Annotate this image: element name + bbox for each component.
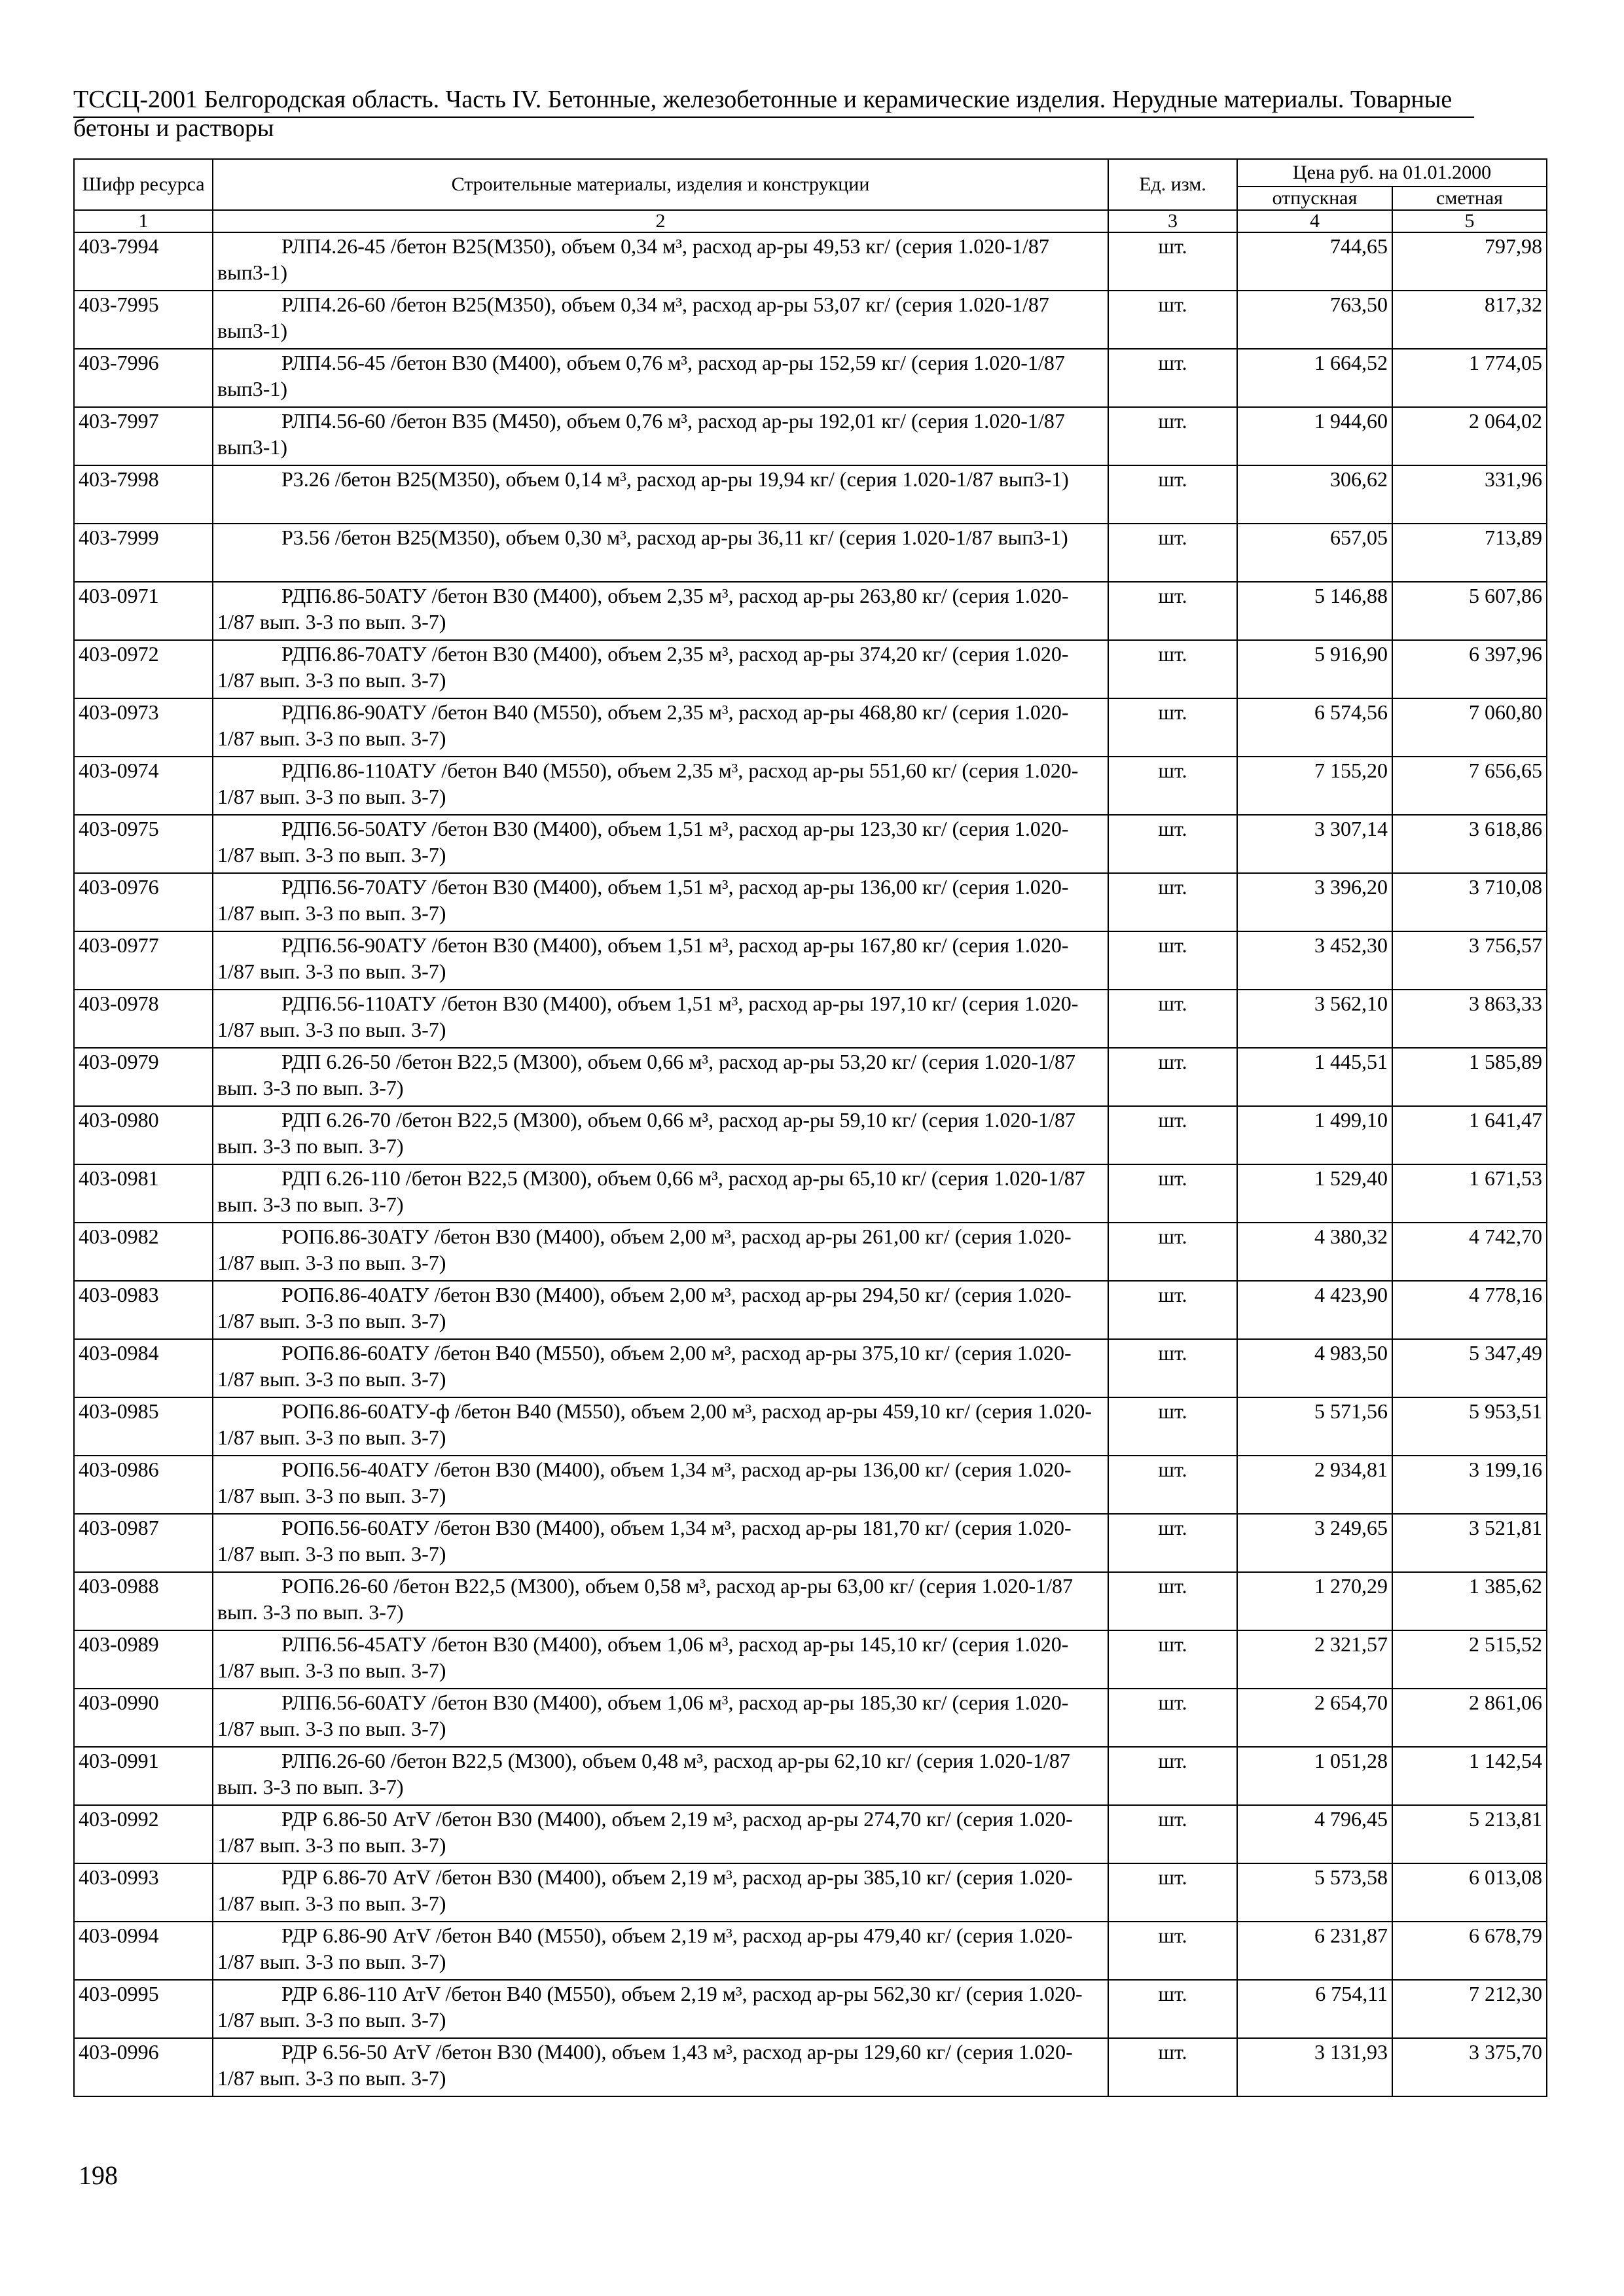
price-estimate: 797,98 bbox=[1392, 232, 1547, 291]
unit-of-measure: шт. bbox=[1108, 2038, 1237, 2096]
price-release: 1 664,52 bbox=[1237, 349, 1392, 407]
unit-of-measure: шт. bbox=[1108, 1630, 1237, 1689]
price-estimate: 7 060,80 bbox=[1392, 698, 1547, 757]
price-estimate: 713,89 bbox=[1392, 524, 1547, 582]
price-estimate: 817,32 bbox=[1392, 291, 1547, 349]
material-name: Р3.56 /бетон В25(М350), объем 0,30 м³, расход ар-ры 36,11 кг/ (серия 1.020-1/87 вып3-1) bbox=[213, 524, 1108, 582]
price-estimate: 5 953,51 bbox=[1392, 1397, 1547, 1456]
material-name: РЛП4.56-60 /бетон В35 (М450), объем 0,76 м³, расход ар-ры 192,01 кг/ (серия 1.020-1/87 вып3-1) bbox=[213, 407, 1108, 465]
price-release: 5 916,90 bbox=[1237, 640, 1392, 698]
price-estimate: 7 656,65 bbox=[1392, 757, 1547, 815]
material-name: РДР 6.86-50 АтV /бетон В30 (М400), объем 2,19 м³, расход ар-ры 274,70 кг/ (серия 1.020-1/87 вып. 3-3 по вып. 3-7) bbox=[213, 1805, 1108, 1863]
price-release: 1 529,40 bbox=[1237, 1164, 1392, 1223]
table-row bbox=[74, 1922, 1547, 1980]
resource-code: 403-0996 bbox=[74, 2038, 213, 2096]
unit-of-measure: шт. bbox=[1108, 1281, 1237, 1339]
material-name: РДП6.56-70АТУ /бетон В30 (М400), объем 1,51 м³, расход ар-ры 136,00 кг/ (серия 1.020-1/87 вып. 3-3 по вып. 3-7) bbox=[213, 873, 1108, 931]
unit-of-measure: шт. bbox=[1108, 1339, 1237, 1397]
price-release: 744,65 bbox=[1237, 232, 1392, 291]
unit-of-measure: шт. bbox=[1108, 1922, 1237, 1980]
price-release: 2 934,81 bbox=[1237, 1456, 1392, 1514]
resource-code: 403-0982 bbox=[74, 1223, 213, 1281]
price-estimate: 1 671,53 bbox=[1392, 1164, 1547, 1223]
price-release: 3 249,65 bbox=[1237, 1514, 1392, 1572]
unit-of-measure: шт. bbox=[1108, 873, 1237, 931]
resource-code: 403-0972 bbox=[74, 640, 213, 698]
material-name: РДП6.86-50АТУ /бетон В30 (М400), объем 2,35 м³, расход ар-ры 263,80 кг/ (серия 1.020-1/87 вып. 3-3 по вып. 3-7) bbox=[213, 582, 1108, 640]
table-row bbox=[74, 1805, 1547, 1863]
table-row bbox=[74, 1980, 1547, 2038]
price-release: 3 307,14 bbox=[1237, 815, 1392, 873]
unit-of-measure: шт. bbox=[1108, 1689, 1237, 1747]
unit-of-measure: шт. bbox=[1108, 640, 1237, 698]
price-estimate: 1 585,89 bbox=[1392, 1048, 1547, 1106]
resource-code: 403-0988 bbox=[74, 1572, 213, 1630]
unit-of-measure: шт. bbox=[1108, 1048, 1237, 1106]
material-name: РДП 6.26-50 /бетон В22,5 (М300), объем 0,66 м³, расход ар-ры 53,20 кг/ (серия 1.020-1/87 вып. 3-3 по вып. 3-7) bbox=[213, 1048, 1108, 1106]
unit-of-measure: шт. bbox=[1108, 232, 1237, 291]
price-estimate: 1 142,54 bbox=[1392, 1747, 1547, 1805]
table-row bbox=[74, 1164, 1547, 1223]
material-name: РДП6.86-90АТУ /бетон В40 (М550), объем 2,35 м³, расход ар-ры 468,80 кг/ (серия 1.020-1/87 вып. 3-3 по вып. 3-7) bbox=[213, 698, 1108, 757]
table-row bbox=[74, 757, 1547, 815]
table-row bbox=[74, 1397, 1547, 1456]
unit-of-measure: шт. bbox=[1108, 1980, 1237, 2038]
resource-code: 403-0978 bbox=[74, 990, 213, 1048]
price-estimate: 5 213,81 bbox=[1392, 1805, 1547, 1863]
unit-of-measure: шт. bbox=[1108, 1863, 1237, 1922]
title-divider bbox=[73, 117, 1474, 118]
resource-code: 403-0989 bbox=[74, 1630, 213, 1689]
price-estimate: 2 064,02 bbox=[1392, 407, 1547, 465]
resource-code: 403-0995 bbox=[74, 1980, 213, 2038]
price-release: 3 131,93 bbox=[1237, 2038, 1392, 2096]
table-row bbox=[74, 1223, 1547, 1281]
price-release: 4 423,90 bbox=[1237, 1281, 1392, 1339]
price-release: 4 983,50 bbox=[1237, 1339, 1392, 1397]
table-row bbox=[74, 1339, 1547, 1397]
table-row bbox=[74, 1630, 1547, 1689]
unit-of-measure: шт. bbox=[1108, 582, 1237, 640]
unit-of-measure: шт. bbox=[1108, 465, 1237, 524]
material-name: РДП 6.26-70 /бетон В22,5 (М300), объем 0,66 м³, расход ар-ры 59,10 кг/ (серия 1.020-1/87 вып. 3-3 по вып. 3-7) bbox=[213, 1106, 1108, 1164]
price-estimate: 3 710,08 bbox=[1392, 873, 1547, 931]
resource-code: 403-0979 bbox=[74, 1048, 213, 1106]
resource-code: 403-0992 bbox=[74, 1805, 213, 1863]
material-name: РДР 6.86-70 АтV /бетон В30 (М400), объем 2,19 м³, расход ар-ры 385,10 кг/ (серия 1.020-1/87 вып. 3-3 по вып. 3-7) bbox=[213, 1863, 1108, 1922]
resource-code: 403-7994 bbox=[74, 232, 213, 291]
table-row bbox=[74, 2038, 1547, 2096]
price-release: 4 380,32 bbox=[1237, 1223, 1392, 1281]
price-estimate: 2 861,06 bbox=[1392, 1689, 1547, 1747]
table-row bbox=[74, 640, 1547, 698]
material-name: РДР 6.56-50 АтV /бетон В30 (М400), объем 1,43 м³, расход ар-ры 129,60 кг/ (серия 1.020-1/87 вып. 3-3 по вып. 3-7) bbox=[213, 2038, 1108, 2096]
price-release: 306,62 bbox=[1237, 465, 1392, 524]
resource-code: 403-0976 bbox=[74, 873, 213, 931]
unit-of-measure: шт. bbox=[1108, 1397, 1237, 1456]
table-row bbox=[74, 1106, 1547, 1164]
price-release: 7 155,20 bbox=[1237, 757, 1392, 815]
material-name: РОП6.86-30АТУ /бетон В30 (М400), объем 2,00 м³, расход ар-ры 261,00 кг/ (серия 1.020-1/87 вып. 3-3 по вып. 3-7) bbox=[213, 1223, 1108, 1281]
unit-of-measure: шт. bbox=[1108, 349, 1237, 407]
material-name: РДР 6.86-110 АтV /бетон В40 (М550), объем 2,19 м³, расход ар-ры 562,30 кг/ (серия 1.020-1/87 вып. 3-3 по вып. 3-7) bbox=[213, 1980, 1108, 2038]
material-name: РДП6.56-50АТУ /бетон В30 (М400), объем 1,51 м³, расход ар-ры 123,30 кг/ (серия 1.020-1/87 вып. 3-3 по вып. 3-7) bbox=[213, 815, 1108, 873]
price-estimate: 3 618,86 bbox=[1392, 815, 1547, 873]
material-name: РЛП4.26-45 /бетон В25(М350), объем 0,34 м³, расход ар-ры 49,53 кг/ (серия 1.020-1/87 вып3-1) bbox=[213, 232, 1108, 291]
column-number: 4 bbox=[1237, 210, 1392, 232]
unit-of-measure: шт. bbox=[1108, 524, 1237, 582]
material-name: РДП6.86-110АТУ /бетон В40 (М550), объем 2,35 м³, расход ар-ры 551,60 кг/ (серия 1.020-1/87 вып. 3-3 по вып. 3-7) bbox=[213, 757, 1108, 815]
price-release: 657,05 bbox=[1237, 524, 1392, 582]
table-row bbox=[74, 1572, 1547, 1630]
price-estimate: 5 607,86 bbox=[1392, 582, 1547, 640]
header-unit: Ед. изм. bbox=[1108, 159, 1237, 210]
table-row bbox=[74, 1456, 1547, 1514]
price-table bbox=[73, 158, 1547, 2097]
column-number: 3 bbox=[1108, 210, 1237, 232]
table-row bbox=[74, 407, 1547, 465]
unit-of-measure: шт. bbox=[1108, 1106, 1237, 1164]
header-price-estimate: сметная bbox=[1392, 187, 1547, 210]
table-row bbox=[74, 291, 1547, 349]
table-row bbox=[74, 990, 1547, 1048]
price-estimate: 6 678,79 bbox=[1392, 1922, 1547, 1980]
price-estimate: 3 863,33 bbox=[1392, 990, 1547, 1048]
price-estimate: 3 521,81 bbox=[1392, 1514, 1547, 1572]
price-release: 1 445,51 bbox=[1237, 1048, 1392, 1106]
price-estimate: 1 774,05 bbox=[1392, 349, 1547, 407]
unit-of-measure: шт. bbox=[1108, 1805, 1237, 1863]
page-number: 198 bbox=[79, 2161, 118, 2190]
unit-of-measure: шт. bbox=[1108, 407, 1237, 465]
price-estimate: 2 515,52 bbox=[1392, 1630, 1547, 1689]
price-release: 5 573,58 bbox=[1237, 1863, 1392, 1922]
table-row bbox=[74, 1863, 1547, 1922]
table-row bbox=[74, 698, 1547, 757]
table-row bbox=[74, 349, 1547, 407]
material-name: РДП6.56-110АТУ /бетон В30 (М400), объем 1,51 м³, расход ар-ры 197,10 кг/ (серия 1.020-1/87 вып. 3-3 по вып. 3-7) bbox=[213, 990, 1108, 1048]
resource-code: 403-0994 bbox=[74, 1922, 213, 1980]
price-release: 1 051,28 bbox=[1237, 1747, 1392, 1805]
resource-code: 403-7995 bbox=[74, 291, 213, 349]
material-name: РЛП6.56-60АТУ /бетон В30 (М400), объем 1,06 м³, расход ар-ры 185,30 кг/ (серия 1.020-1/87 вып. 3-3 по вып. 3-7) bbox=[213, 1689, 1108, 1747]
unit-of-measure: шт. bbox=[1108, 1747, 1237, 1805]
resource-code: 403-7999 bbox=[74, 524, 213, 582]
price-estimate: 3 199,16 bbox=[1392, 1456, 1547, 1514]
price-release: 2 321,57 bbox=[1237, 1630, 1392, 1689]
unit-of-measure: шт. bbox=[1108, 815, 1237, 873]
resource-code: 403-0984 bbox=[74, 1339, 213, 1397]
price-release: 5 571,56 bbox=[1237, 1397, 1392, 1456]
material-name: РОП6.86-60АТУ /бетон В40 (М550), объем 2,00 м³, расход ар-ры 375,10 кг/ (серия 1.020-1/87 вып. 3-3 по вып. 3-7) bbox=[213, 1339, 1108, 1397]
price-estimate: 1 641,47 bbox=[1392, 1106, 1547, 1164]
resource-code: 403-0993 bbox=[74, 1863, 213, 1922]
unit-of-measure: шт. bbox=[1108, 1164, 1237, 1223]
column-number: 2 bbox=[213, 210, 1108, 232]
material-name: РДП6.56-90АТУ /бетон В30 (М400), объем 1,51 м³, расход ар-ры 167,80 кг/ (серия 1.020-1/87 вып. 3-3 по вып. 3-7) bbox=[213, 931, 1108, 990]
table-body bbox=[74, 232, 1547, 2096]
resource-code: 403-0974 bbox=[74, 757, 213, 815]
table-row bbox=[74, 465, 1547, 524]
price-release: 1 944,60 bbox=[1237, 407, 1392, 465]
unit-of-measure: шт. bbox=[1108, 1572, 1237, 1630]
price-release: 1 270,29 bbox=[1237, 1572, 1392, 1630]
material-name: РОП6.56-60АТУ /бетон В30 (М400), объем 1,34 м³, расход ар-ры 181,70 кг/ (серия 1.020-1/87 вып. 3-3 по вып. 3-7) bbox=[213, 1514, 1108, 1572]
material-name: РОП6.86-60АТУ-ф /бетон В40 (М550), объем 2,00 м³, расход ар-ры 459,10 кг/ (серия 1.020-1/87 вып. 3-3 по вып. 3-7) bbox=[213, 1397, 1108, 1456]
material-name: РОП6.56-40АТУ /бетон В30 (М400), объем 1,34 м³, расход ар-ры 136,00 кг/ (серия 1.020-1/87 вып. 3-3 по вып. 3-7) bbox=[213, 1456, 1108, 1514]
resource-code: 403-0990 bbox=[74, 1689, 213, 1747]
table-row bbox=[74, 1514, 1547, 1572]
price-estimate: 3 756,57 bbox=[1392, 931, 1547, 990]
unit-of-measure: шт. bbox=[1108, 1456, 1237, 1514]
price-estimate: 331,96 bbox=[1392, 465, 1547, 524]
material-name: РЛП6.56-45АТУ /бетон В30 (М400), объем 1,06 м³, расход ар-ры 145,10 кг/ (серия 1.020-1/87 вып. 3-3 по вып. 3-7) bbox=[213, 1630, 1108, 1689]
material-name: РЛП4.26-60 /бетон В25(М350), объем 0,34 м³, расход ар-ры 53,07 кг/ (серия 1.020-1/87 вып3-1) bbox=[213, 291, 1108, 349]
resource-code: 403-0971 bbox=[74, 582, 213, 640]
price-estimate: 3 375,70 bbox=[1392, 2038, 1547, 2096]
price-estimate: 4 778,16 bbox=[1392, 1281, 1547, 1339]
resource-code: 403-0977 bbox=[74, 931, 213, 990]
price-estimate: 1 385,62 bbox=[1392, 1572, 1547, 1630]
price-release: 6 231,87 bbox=[1237, 1922, 1392, 1980]
resource-code: 403-0981 bbox=[74, 1164, 213, 1223]
unit-of-measure: шт. bbox=[1108, 1514, 1237, 1572]
table-row bbox=[74, 524, 1547, 582]
resource-code: 403-0991 bbox=[74, 1747, 213, 1805]
resource-code: 403-0986 bbox=[74, 1456, 213, 1514]
price-estimate: 6 013,08 bbox=[1392, 1863, 1547, 1922]
resource-code: 403-0987 bbox=[74, 1514, 213, 1572]
header-price-release: отпускная bbox=[1237, 187, 1392, 210]
price-estimate: 4 742,70 bbox=[1392, 1223, 1547, 1281]
price-release: 1 499,10 bbox=[1237, 1106, 1392, 1164]
unit-of-measure: шт. bbox=[1108, 291, 1237, 349]
table-row bbox=[74, 1048, 1547, 1106]
table-row bbox=[74, 1747, 1547, 1805]
resource-code: 403-0983 bbox=[74, 1281, 213, 1339]
price-release: 6 574,56 bbox=[1237, 698, 1392, 757]
price-release: 2 654,70 bbox=[1237, 1689, 1392, 1747]
price-estimate: 6 397,96 bbox=[1392, 640, 1547, 698]
price-release: 5 146,88 bbox=[1237, 582, 1392, 640]
price-release: 3 452,30 bbox=[1237, 931, 1392, 990]
column-number: 1 bbox=[74, 210, 213, 232]
table-row bbox=[74, 582, 1547, 640]
header-code: Шифр ресурса bbox=[74, 159, 213, 210]
price-estimate: 5 347,49 bbox=[1392, 1339, 1547, 1397]
table-row bbox=[74, 1281, 1547, 1339]
resource-code: 403-7998 bbox=[74, 465, 213, 524]
material-name: РЛП6.26-60 /бетон В22,5 (М300), объем 0,48 м³, расход ар-ры 62,10 кг/ (серия 1.020-1/87 вып. 3-3 по вып. 3-7) bbox=[213, 1747, 1108, 1805]
price-release: 4 796,45 bbox=[1237, 1805, 1392, 1863]
table-row bbox=[74, 873, 1547, 931]
unit-of-measure: шт. bbox=[1108, 757, 1237, 815]
material-name: РЛП4.56-45 /бетон В30 (М400), объем 0,76 м³, расход ар-ры 152,59 кг/ (серия 1.020-1/87 вып3-1) bbox=[213, 349, 1108, 407]
price-release: 3 396,20 bbox=[1237, 873, 1392, 931]
resource-code: 403-0985 bbox=[74, 1397, 213, 1456]
material-name: Р3.26 /бетон В25(М350), объем 0,14 м³, расход ар-ры 19,94 кг/ (серия 1.020-1/87 вып3-1) bbox=[213, 465, 1108, 524]
unit-of-measure: шт. bbox=[1108, 931, 1237, 990]
price-release: 3 562,10 bbox=[1237, 990, 1392, 1048]
table-row bbox=[74, 1689, 1547, 1747]
material-name: РОП6.26-60 /бетон В22,5 (М300), объем 0,58 м³, расход ар-ры 63,00 кг/ (серия 1.020-1/87 вып. 3-3 по вып. 3-7) bbox=[213, 1572, 1108, 1630]
resource-code: 403-7997 bbox=[74, 407, 213, 465]
material-name: РДР 6.86-90 АтV /бетон В40 (М550), объем 2,19 м³, расход ар-ры 479,40 кг/ (серия 1.020-1/87 вып. 3-3 по вып. 3-7) bbox=[213, 1922, 1108, 1980]
resource-code: 403-0980 bbox=[74, 1106, 213, 1164]
material-name: РОП6.86-40АТУ /бетон В30 (М400), объем 2,00 м³, расход ар-ры 294,50 кг/ (серия 1.020-1/87 вып. 3-3 по вып. 3-7) bbox=[213, 1281, 1108, 1339]
material-name: РДП6.86-70АТУ /бетон В30 (М400), объем 2,35 м³, расход ар-ры 374,20 кг/ (серия 1.020-1/87 вып. 3-3 по вып. 3-7) bbox=[213, 640, 1108, 698]
column-number: 5 bbox=[1392, 210, 1547, 232]
table-row bbox=[74, 931, 1547, 990]
header-price-group: Цена руб. на 01.01.2000 bbox=[1237, 159, 1547, 187]
resource-code: 403-0973 bbox=[74, 698, 213, 757]
price-estimate: 7 212,30 bbox=[1392, 1980, 1547, 2038]
material-name: РДП 6.26-110 /бетон В22,5 (М300), объем 0,66 м³, расход ар-ры 65,10 кг/ (серия 1.020-1/87 вып. 3-3 по вып. 3-7) bbox=[213, 1164, 1108, 1223]
unit-of-measure: шт. bbox=[1108, 698, 1237, 757]
resource-code: 403-0975 bbox=[74, 815, 213, 873]
price-release: 763,50 bbox=[1237, 291, 1392, 349]
header-name: Строительные материалы, изделия и конструкции bbox=[213, 159, 1108, 210]
page-title: ТССЦ-2001 Белгородская область. Часть IV. Бетонные, железобетонные и керамические изделия. Нерудные материалы. Товарные бетоны и растворы bbox=[73, 86, 1453, 142]
table-row bbox=[74, 815, 1547, 873]
price-release: 6 754,11 bbox=[1237, 1980, 1392, 2038]
unit-of-measure: шт. bbox=[1108, 1223, 1237, 1281]
table-row bbox=[74, 232, 1547, 291]
resource-code: 403-7996 bbox=[74, 349, 213, 407]
unit-of-measure: шт. bbox=[1108, 990, 1237, 1048]
